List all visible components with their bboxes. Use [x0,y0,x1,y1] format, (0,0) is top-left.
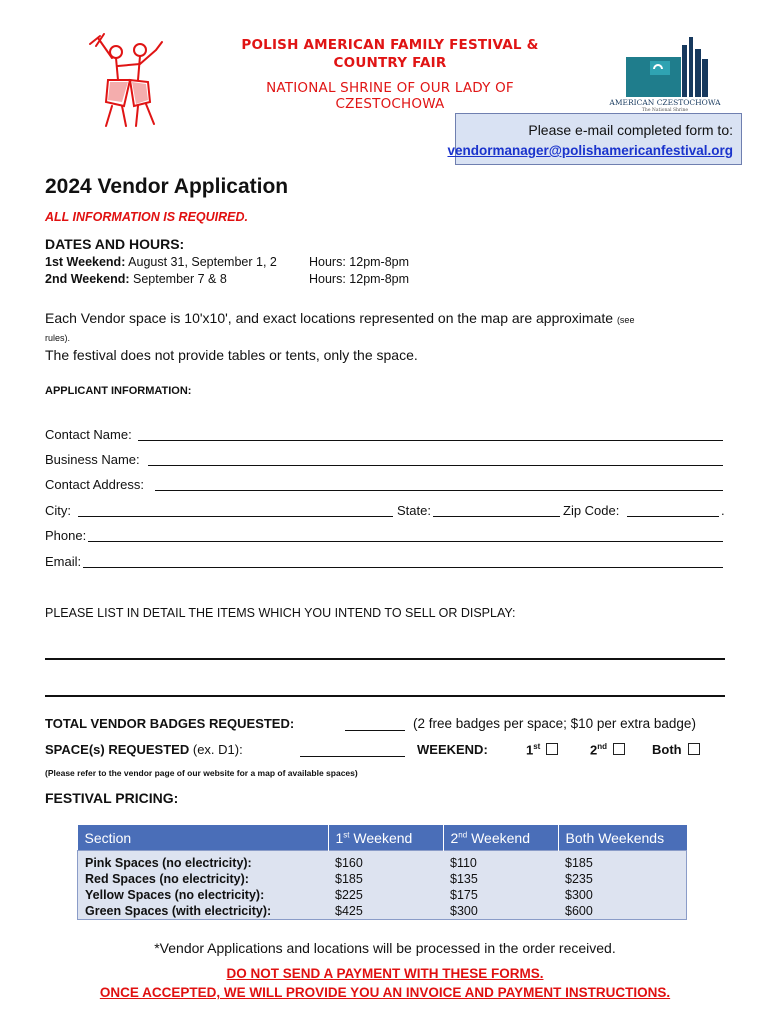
email-instructions-label: Please e-mail completed form to: [528,122,733,138]
business-name-field[interactable] [148,465,723,466]
pricing-heading: FESTIVAL PRICING: [45,790,179,806]
page-title: 2024 Vendor Application [45,175,289,198]
contact-address-field[interactable] [155,490,723,491]
badges-field[interactable] [345,730,405,731]
items-line-1[interactable] [45,658,725,660]
email-label: Email: [45,554,82,569]
table-row: Green Spaces (with electricity): $425 $300 $600 [85,904,593,918]
city-label: City: [45,503,71,518]
weekend-both-checkbox[interactable] [688,743,700,755]
weekend-1st-checkbox[interactable] [546,743,558,755]
email-field[interactable] [83,567,723,568]
phone-field[interactable] [88,541,723,542]
table-row: Pink Spaces (no electricity): $160 $110 $185 [85,856,593,870]
space-size-note-rules: rules). [45,333,71,343]
space-size-note: Each Vendor space is 10'x10', and exact locations represented on the map are approximate (see [45,310,635,326]
table-row: Red Spaces (no electricity): $185 $135 $235 [85,872,593,886]
pricing-header-row [78,825,687,851]
state-field[interactable] [433,516,560,517]
badges-note: (2 free badges per space; $10 per extra badge) [413,716,696,731]
pricing-table [77,825,687,920]
payment-warning-1: DO NOT SEND A PAYMENT WITH THESE FORMS. [226,966,544,981]
map-note: (Please refer to the vendor page of our website for a map of available spaces) [45,768,358,778]
header-weekend1: 1st Weekend [328,825,443,851]
spaces-field[interactable] [300,756,405,757]
festival-dancers-logo [78,30,178,130]
tables-note: The festival does not provide tables or tents, only the space. [45,347,418,363]
weekend-option-1st[interactable]: 1st [526,742,558,757]
zip-period: . [721,503,725,518]
weekend1-hours: Hours: 12pm-8pm [309,255,410,269]
logo-name: AMERICAN CZESTOCHOWA [609,98,721,107]
phone-label: Phone: [45,528,87,543]
processing-note: *Vendor Applications and locations will be processed in the order received. [154,940,616,956]
city-field[interactable] [78,516,393,517]
shrine-title-line1: NATIONAL SHRINE OF OUR LADY OF [266,80,514,96]
header-both: Both Weekends [558,825,687,851]
contact-name-field[interactable] [138,440,723,441]
weekend2-hours: Hours: 12pm-8pm [309,272,410,286]
payment-warning-2: ONCE ACCEPTED, WE WILL PROVIDE YOU AN INVOICE AND PAYMENT INSTRUCTIONS. [99,985,671,1000]
email-instructions-box [447,113,742,165]
american-czestochowa-logo-icon [610,35,720,100]
contact-name-label: Contact Name: [45,427,132,442]
badges-label: TOTAL VENDOR BADGES REQUESTED: [45,716,295,731]
applicant-heading: APPLICANT INFORMATION: [45,385,192,397]
weekend2-dates: 2nd Weekend: September 7 & 8 [45,272,227,286]
table-row: Yellow Spaces (no electricity): $225 $175 $300 [85,888,593,902]
weekend-label: WEEKEND: [417,742,488,757]
shrine-title-line2: CZESTOCHOWA [335,96,445,112]
weekend-option-2nd[interactable]: 2nd [590,742,625,757]
items-line-2[interactable] [45,695,725,697]
state-label: State: [397,503,431,518]
spaces-label: SPACE(s) REQUESTED (ex. D1): [45,742,243,757]
festival-title-line2: COUNTRY FAIR [333,55,447,71]
header-section: Section [78,825,329,851]
header-weekend2: 2nd Weekend [443,825,558,851]
weekend-2nd-checkbox[interactable] [613,743,625,755]
dates-heading: DATES AND HOURS: [45,236,185,252]
festival-title-line1: POLISH AMERICAN FAMILY FESTIVAL & [241,37,539,53]
weekend1-dates: 1st Weekend: August 31, September 1, 2 [45,255,277,269]
vendor-email-link[interactable]: vendormanager@polishamericanfestival.org [447,143,733,158]
logo-tagline: The National Shrine [641,108,689,113]
zip-field[interactable] [627,516,719,517]
contact-address-label: Contact Address: [45,477,144,492]
items-prompt: PLEASE LIST IN DETAIL THE ITEMS WHICH YOU INTEND TO SELL OR DISPLAY: [45,606,516,620]
business-name-label: Business Name: [45,452,140,467]
zip-label: Zip Code: [563,503,620,518]
required-note: ALL INFORMATION IS REQUIRED. [45,210,249,224]
weekend-option-both[interactable]: Both [652,742,700,757]
